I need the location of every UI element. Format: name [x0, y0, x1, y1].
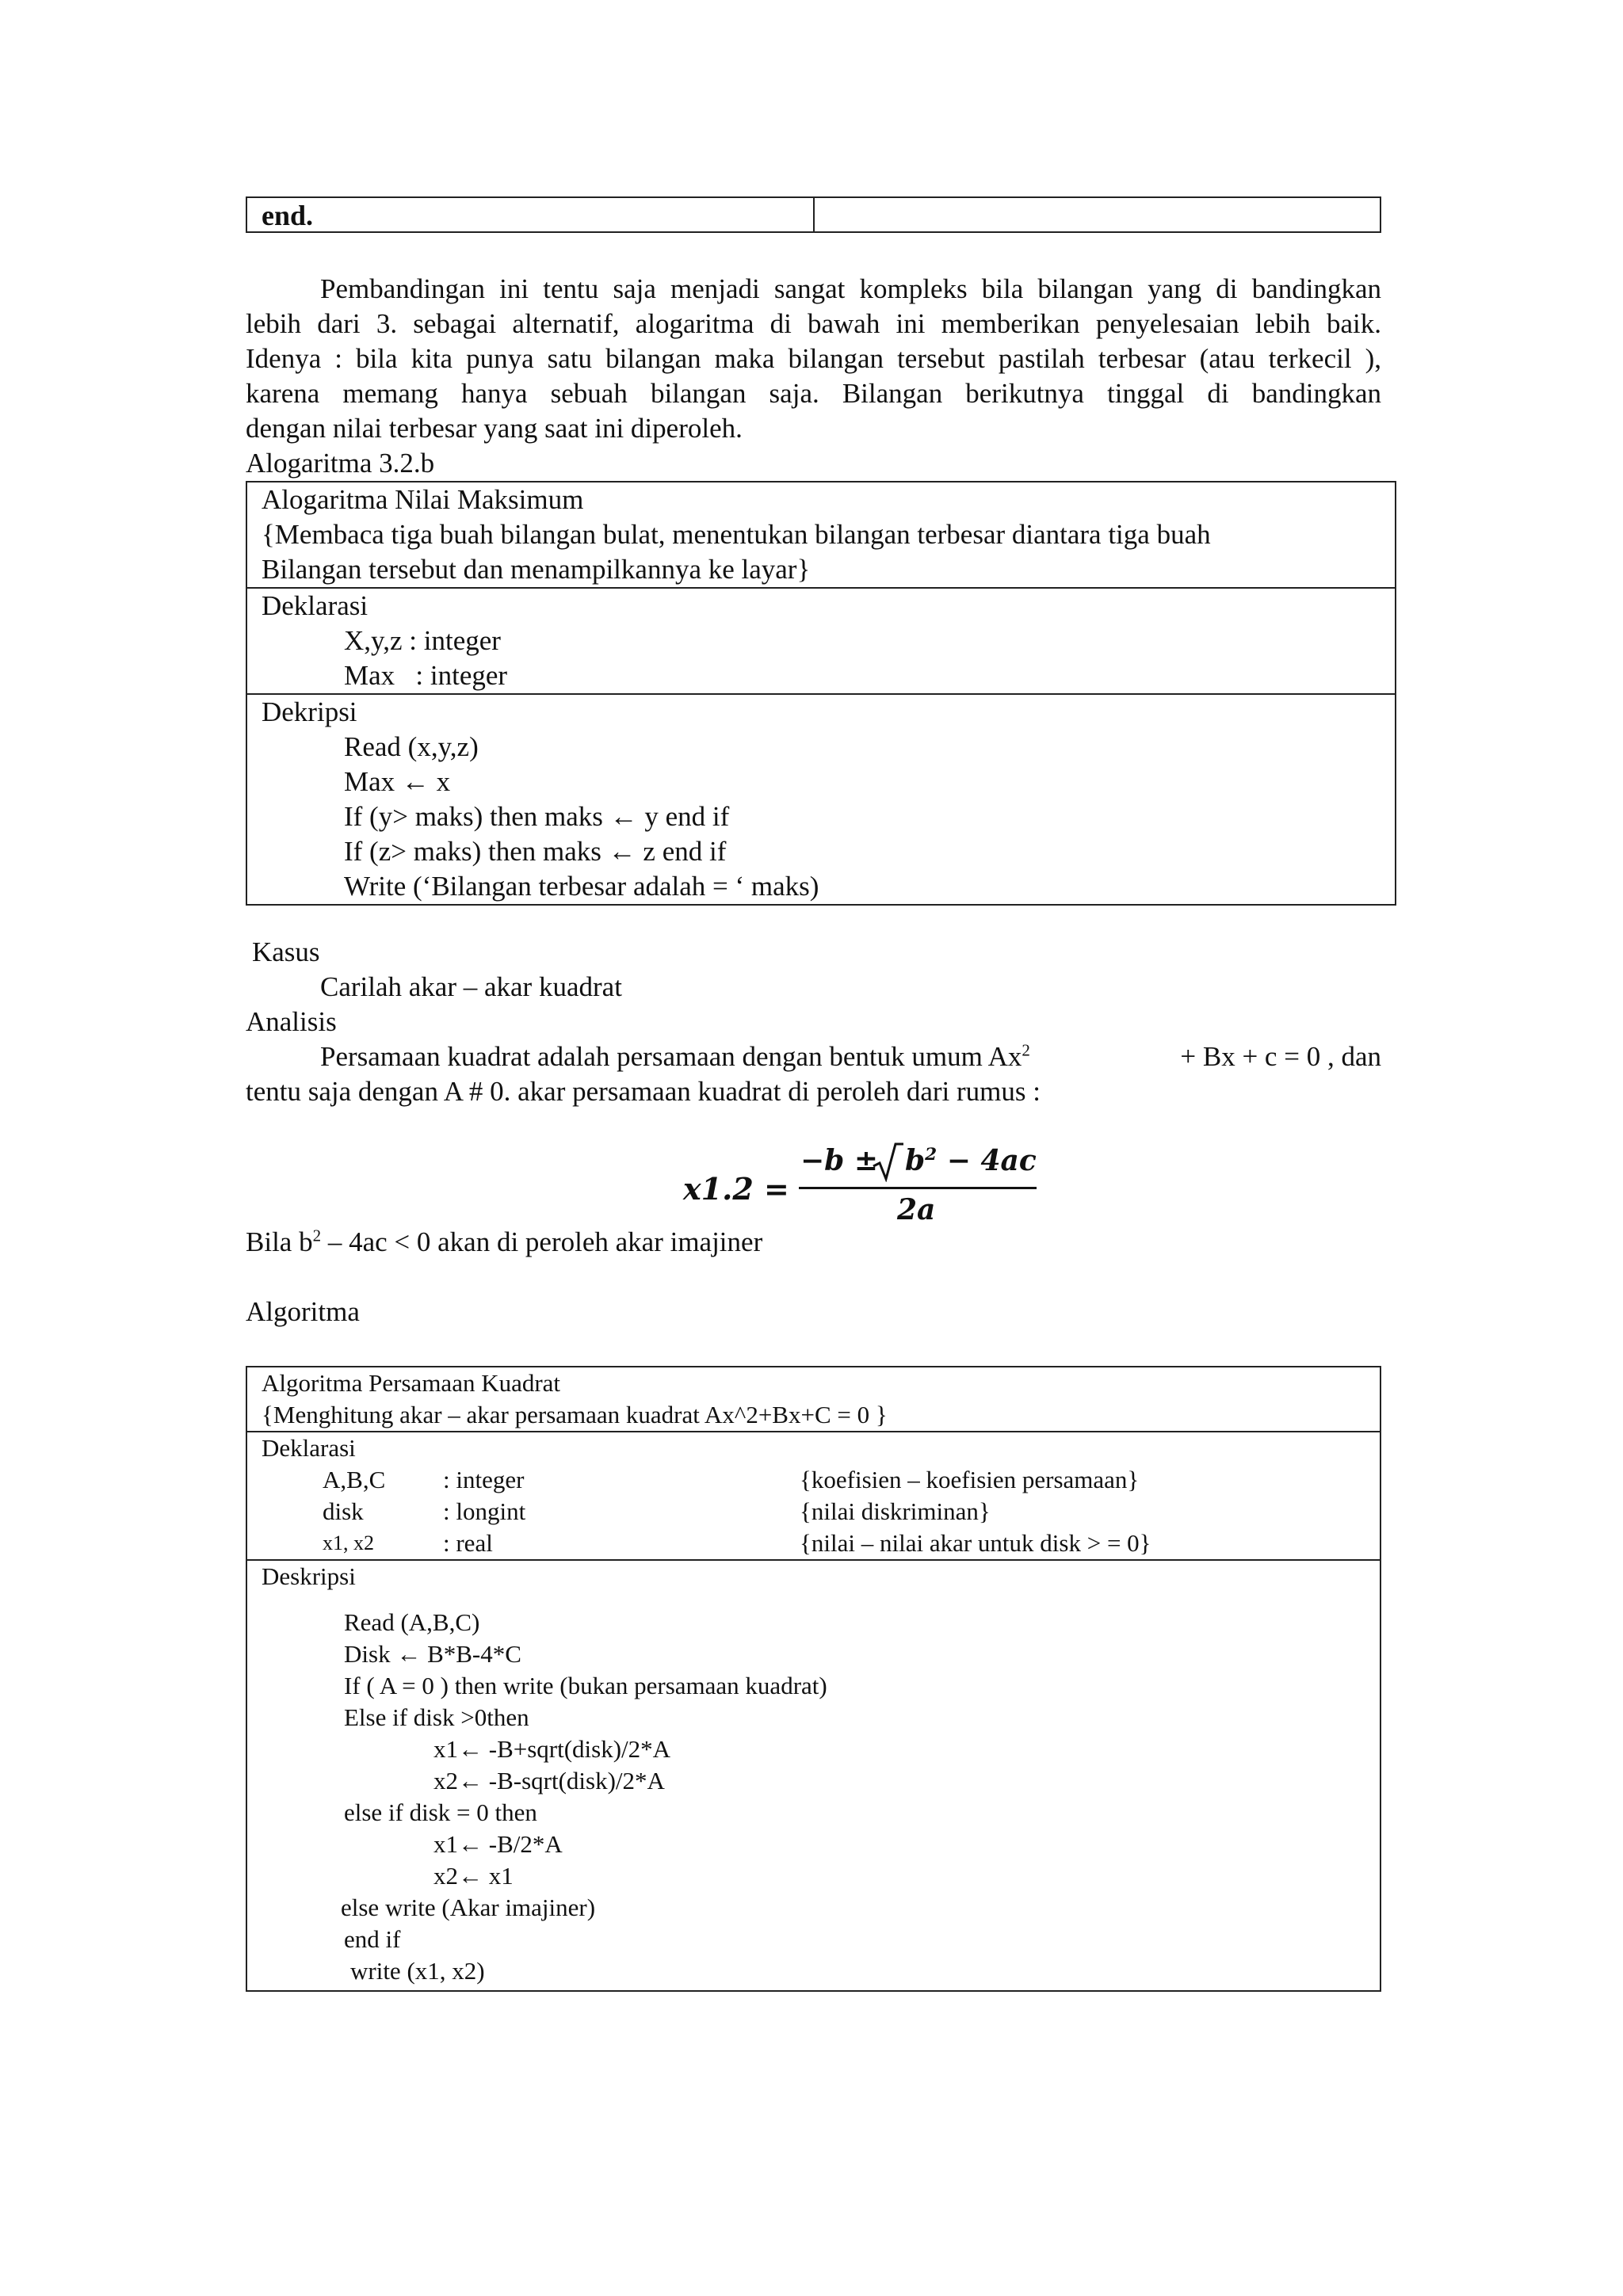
- analisis-text-a-main: Persamaan kuadrat adalah persamaan dengan bentuk umum Ax: [320, 1041, 1022, 1072]
- kasus-label: Kasus: [252, 936, 320, 967]
- formula-lhs: x1.2 =: [683, 1171, 789, 1207]
- intro-paragraph: [246, 272, 1381, 446]
- algorithm-max-table: [246, 481, 1396, 906]
- alg1-title: Alogaritma Nilai Maksimum: [262, 484, 584, 515]
- intro-line-3: Idenya : bila kita punya satu bilangan maka bilangan tersebut pastilah terbesar (atau terkecil ),: [246, 343, 1381, 374]
- alg1-desc-line-2: Bilangan tersebut dan menampilkannya ke layar}: [262, 554, 811, 585]
- decl-note: {koefisien – koefisien persamaan}: [800, 1466, 1140, 1493]
- alg1-code-line: Read (x,y,z): [344, 731, 479, 762]
- exponent: 2: [1022, 1040, 1030, 1060]
- decl-type: : integer: [443, 1466, 525, 1493]
- alg2-desc: {Menghitung akar – akar persamaan kuadrat Ax^2+Bx+C = 0 }: [262, 1401, 888, 1428]
- alg2-code-line: If ( A = 0 ) then write (bukan persamaan kuadrat): [344, 1672, 827, 1699]
- alg2-decl-line: [262, 1527, 1380, 1559]
- imaj-text-b: – 4ac < 0 akan di peroleh akar imajiner: [327, 1226, 763, 1257]
- alg1-code-line: Max ← x: [344, 766, 451, 797]
- analisis-line-2: tentu saja dengan A # 0. akar persamaan kuadrat di peroleh dari rumus :: [246, 1076, 1041, 1107]
- imaj-exponent: 2: [312, 1226, 322, 1245]
- radicand-b: b: [905, 1144, 926, 1177]
- alg2-description-row: [247, 1561, 1380, 1990]
- alg2-decl-label: Deklarasi: [262, 1434, 356, 1462]
- sqrt-sign-icon: [872, 1141, 903, 1182]
- alg1-decl-label: Deklarasi: [262, 590, 369, 621]
- alg1-code-line: If (y> maks) then maks ← y end if: [344, 801, 730, 832]
- alg1-header-row: [247, 482, 1395, 589]
- alg2-code-line: x1← -B/2*A: [433, 1830, 563, 1858]
- alg2-decl-line: [262, 1464, 1380, 1496]
- alg1-decl-line: Max : integer: [344, 660, 508, 691]
- decl-type: : longint: [443, 1497, 526, 1525]
- fraction-bar: [799, 1187, 1037, 1189]
- kasus-text: Carilah akar – akar kuadrat: [320, 971, 622, 1002]
- alg1-desc-line-1: {Membaca tiga buah bilangan bulat, menentukan bilangan terbesar diantara tiga buah: [262, 519, 1211, 550]
- table-cell: end.: [247, 198, 815, 231]
- formula-denominator: 2a: [897, 1193, 936, 1226]
- top-table-fragment: [246, 196, 1381, 233]
- alg1-caption: Alogaritma 3.2.b: [246, 448, 435, 479]
- decl-name: A,B,C: [323, 1466, 386, 1493]
- alg2-code-line: end if: [344, 1925, 401, 1953]
- decl-name: x1, x2: [323, 1531, 374, 1554]
- analisis-text-a: [320, 1039, 1030, 1074]
- alg2-code-line: Read (A,B,C): [344, 1608, 480, 1636]
- formula-numerator-a: −b ±: [800, 1144, 879, 1177]
- alg2-code-line: else write (Akar imajiner): [341, 1894, 596, 1921]
- alg2-code-line: else if disk = 0 then: [344, 1798, 537, 1826]
- alg1-code-line: If (z> maks) then maks ← z end if: [344, 836, 727, 867]
- algoritma-label: Algoritma: [246, 1296, 360, 1327]
- table-cell-empty: [815, 198, 1380, 231]
- intro-line-1: Pembandingan ini tentu saja menjadi sangat kompleks bila bilangan yang di bandingkan: [320, 273, 1381, 304]
- intro-line-2: lebih dari 3. sebagai alternatif, alogaritma di bawah ini memberikan penyelesaian lebih baik.: [246, 308, 1381, 339]
- alg2-header-row: [247, 1367, 1380, 1432]
- alg2-code-line: x2← -B-sqrt(disk)/2*A: [433, 1767, 665, 1794]
- radicand-rest: − 4ac: [946, 1144, 1037, 1177]
- decl-type: : real: [443, 1529, 493, 1557]
- alg1-decl-line: X,y,z : integer: [344, 625, 501, 656]
- decl-note: {nilai diskriminan}: [800, 1497, 991, 1525]
- alg2-code-line: write (x1, x2): [350, 1957, 485, 1985]
- decl-note: {nilai – nilai akar untuk disk > = 0}: [800, 1529, 1151, 1557]
- intro-line-4: karena memang hanya sebuah bilangan saja. Bilangan berikutnya tinggal di bandingkan: [246, 378, 1381, 409]
- alg2-code-line: Disk ← B*B-4*C: [344, 1640, 521, 1668]
- alg1-declaration-row: [247, 589, 1395, 695]
- imaginary-condition: [246, 1225, 762, 1260]
- alg1-code-line: Write (‘Bilangan terbesar adalah = ‘ maks): [344, 871, 819, 902]
- analisis-text-b: + Bx + c = 0 , dan: [1180, 1041, 1381, 1072]
- imaj-text-a: Bila b: [246, 1226, 313, 1257]
- alg2-decl-line: [262, 1496, 1380, 1527]
- alg2-code-line: x1← -B+sqrt(disk)/2*A: [433, 1735, 671, 1763]
- decl-name: disk: [323, 1497, 364, 1525]
- quadratic-formula: [683, 1141, 1048, 1236]
- alg1-desc-label: Dekripsi: [262, 696, 357, 727]
- alg2-title: Algoritma Persamaan Kuadrat: [262, 1369, 561, 1397]
- alg2-declaration-row: [247, 1432, 1380, 1561]
- radicand-exponent: 2: [925, 1145, 938, 1165]
- alg2-code-line: Else if disk >0then: [344, 1703, 529, 1731]
- alg2-code-line: x2← x1: [433, 1862, 514, 1890]
- analisis-line-1: [320, 1039, 1381, 1074]
- algorithm-quadratic-table: [246, 1366, 1381, 1992]
- intro-line-5: dengan nilai terbesar yang saat ini diperoleh.: [246, 413, 743, 444]
- alg2-desc-label: Deskripsi: [262, 1562, 356, 1590]
- spacer: [262, 1592, 1380, 1607]
- formula-radicand: [905, 1144, 1037, 1177]
- alg1-description-row: [247, 695, 1395, 904]
- analisis-label: Analisis: [246, 1006, 337, 1037]
